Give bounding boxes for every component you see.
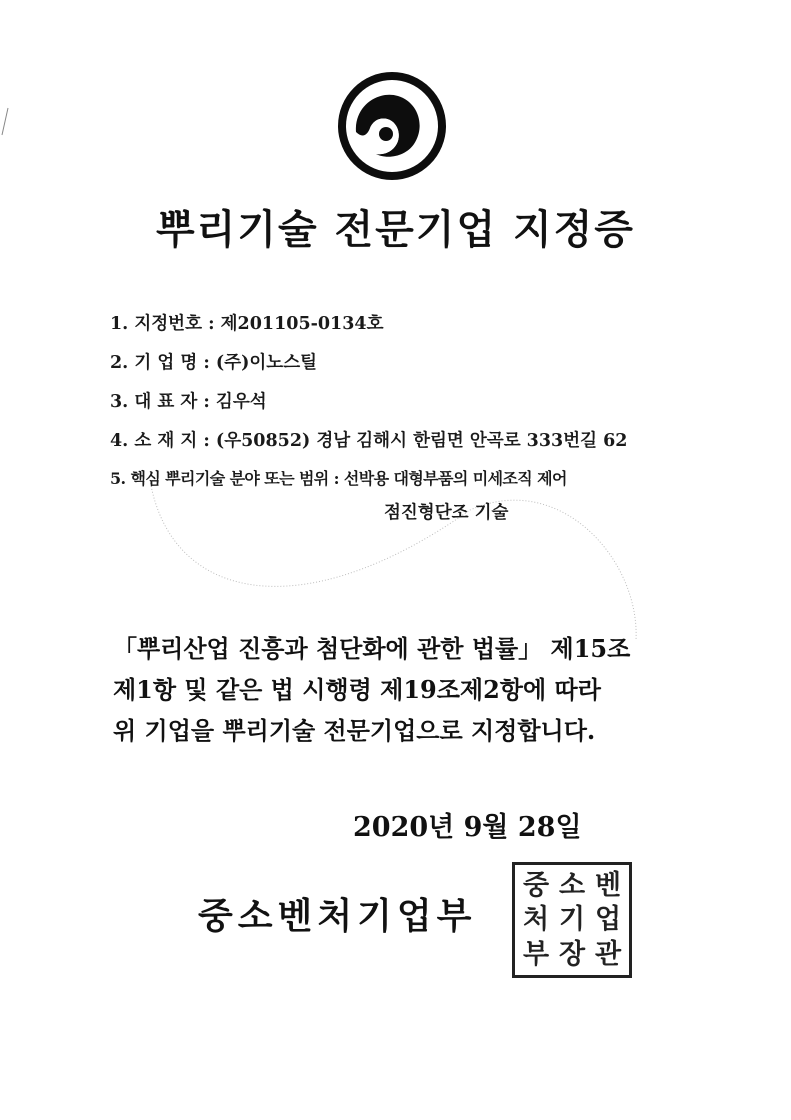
designation-statement bbox=[113, 628, 693, 751]
info-item-core-technology-continued: 점진형단조 기술 bbox=[384, 503, 509, 523]
seal-char: 소 bbox=[558, 869, 586, 901]
seal-char: 장 bbox=[558, 939, 586, 971]
item-value: 선박용 대형부품의 미세조직 제어 bbox=[343, 469, 567, 488]
item-value: 제201105-0134호 bbox=[220, 314, 384, 334]
info-item-company-name bbox=[110, 349, 317, 374]
issuing-ministry: 중소벤처기업부 bbox=[198, 895, 477, 937]
info-item-address bbox=[110, 427, 627, 452]
seal-char: 관 bbox=[594, 939, 622, 971]
statement-line: 위 기업을 뿌리기술 전문기업으로 지정합니다. bbox=[113, 716, 596, 745]
statement-line: 제1항 및 같은 법 시행령 제19조제2항에 따라 bbox=[113, 675, 601, 704]
seal-char: 부 bbox=[522, 939, 550, 971]
item-value: (우50852) 경남 김해시 한림면 안곡로 333번길 62 bbox=[215, 431, 628, 451]
seal-char: 벤 bbox=[594, 869, 622, 901]
item-label: 지정번호 : bbox=[134, 314, 215, 334]
item-label: 소 재 지 : bbox=[134, 431, 210, 451]
issue-date: 2020년 9월 28일 bbox=[353, 812, 582, 843]
item-number: 3. bbox=[110, 392, 129, 412]
item-label: 대 표 자 : bbox=[134, 392, 210, 412]
item-number: 2. bbox=[110, 353, 129, 373]
item-label: 기 업 명 : bbox=[134, 353, 210, 373]
seal-char: 기 bbox=[558, 904, 586, 936]
seal-char: 처 bbox=[522, 904, 550, 936]
item-label: 핵심 뿌리기술 분야 또는 범위 : bbox=[130, 469, 339, 488]
taegeuk-emblem-icon bbox=[336, 70, 448, 182]
item-value: 김우석 bbox=[215, 392, 267, 412]
seal-char: 중 bbox=[522, 869, 550, 901]
document-title: 뿌리기술 전문기업 지정증 bbox=[156, 206, 635, 253]
info-item-designation-number bbox=[110, 310, 384, 335]
official-seal-stamp bbox=[512, 862, 632, 978]
info-item-core-technology bbox=[110, 466, 567, 489]
statement-line: 「뿌리산업 진흥과 첨단화에 관한 법률」 제15조 bbox=[113, 634, 631, 663]
item-number: 4. bbox=[110, 431, 129, 451]
seal-char: 업 bbox=[594, 904, 622, 936]
item-number: 5. bbox=[110, 469, 126, 488]
item-number: 1. bbox=[110, 314, 129, 334]
info-item-representative bbox=[110, 388, 267, 413]
item-value: (주)이노스틸 bbox=[215, 353, 318, 373]
